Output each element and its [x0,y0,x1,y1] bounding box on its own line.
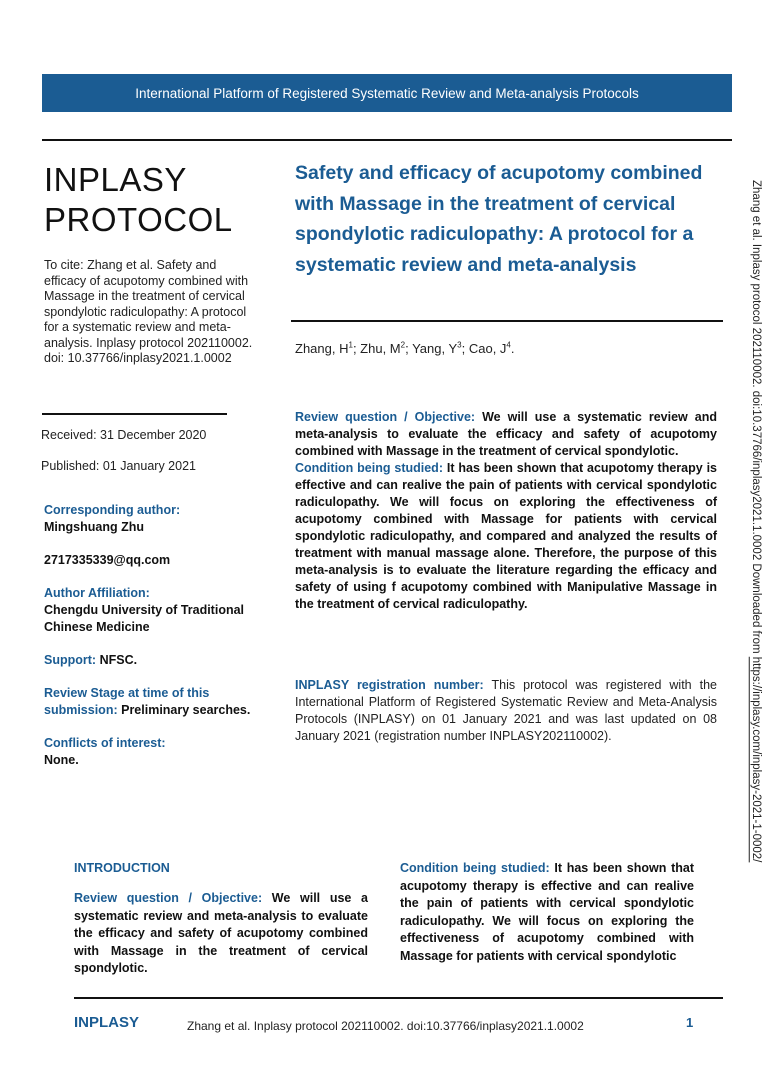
author [469,341,515,356]
registration-info [295,677,717,745]
author-separator: . [510,341,515,357]
author-name: Zhu, M [360,341,401,357]
published-date: Published: 01 January 2021 [41,459,196,473]
abstract-condition [295,460,717,613]
intro-review-text: We will use a systematic review and meta-analysis to evaluate the efficacy and safety of acupotomy combined with Massage in the treatment of cervical spondylotic. [74,891,368,975]
author-name: Yang, Y [412,341,458,357]
top-divider [42,139,732,141]
review-question-label: Review question / Objective: [295,410,476,424]
corresponding-author-name: Mingshuang Zhu [44,520,144,534]
protocol-header [44,160,233,240]
condition-label: Condition being studied: [295,461,443,475]
corresponding-author-label: Corresponding author: [44,503,181,517]
download-link[interactable]: https://inplasy.com/inplasy-2021-1-0002/ [750,656,762,863]
intro-condition-label: Condition being studied: [400,861,550,875]
author-separator: ; [405,341,413,357]
citation: To cite: Zhang et al. Safety and efficacy of acupotomy combined with Massage in the treatment of cervical spondylotic radiculopathy: A protocol for a systematic review and meta-analysis. Inplasy protocol 202110002. doi: 10.37766/inplasy2021.1.0002 [44,258,253,365]
author-name: Cao, J [468,341,507,357]
abstract [295,409,717,613]
introduction-column-1 [74,890,368,978]
review-stage-value: Preliminary searches. [121,703,251,717]
platform-banner: International Platform of Registered Systematic Review and Meta-analysis Protocols [42,74,732,112]
dates [41,428,206,490]
registration-text: This protocol was registered with the International Platform of Registered Systematic Review and Meta-Analysis Protocols (INPLASY) on 01 January 2021 and was last updated on 08 January 2021 (registration number INPLASY202110002). [295,678,717,743]
author-affiliation-number: 3 [457,341,462,350]
author-affiliation-number: 4 [506,341,511,350]
author-email[interactable]: 2717335339@qq.com [44,553,171,567]
author-name: Zhang, H [295,341,349,357]
author [360,341,412,356]
author-separator: ; [352,341,361,357]
affiliation-value: Chengdu University of Traditional Chinese Medicine [44,603,245,634]
author [295,341,360,356]
protocol-header-line1: INPLASY [44,161,187,198]
introduction-column-2 [400,860,694,965]
author-affiliation-number: 1 [348,341,353,350]
affiliation-label: Author Affiliation: [44,586,150,600]
metadata-panel [44,502,259,785]
review-stage-block [44,685,259,719]
protocol-header-line2: PROTOCOL [44,201,233,238]
review-stage-label: Review Stage at time of this submission: [44,686,210,717]
author [412,341,469,356]
abstract-review-question [295,409,717,460]
author-affiliation-number: 2 [400,341,406,350]
page-number: 1 [686,1015,694,1030]
footer-divider [74,997,723,999]
condition-text: It has been shown that acupotomy therapy is effective and can realive the pain of patients with cervical spondylotic radiculopathy. We will focus on exploring the effectiveness of acupotomy combined with Massage for patients with cervical spondylotic radiculopathy, and compared and analyzed the results of treatment with manual massage alone. Therefore, the purpose of this meta-analysis is to evaluate the literature regarding the efficacy and safety of using f acupotomy combined with Manipulative Massage in the treatment of cervical radiculopathy. [295,461,717,611]
footer-citation: Zhang et al. Inplasy protocol 202110002. doi:10.37766/inplasy2021.1.0002 [187,1019,584,1033]
review-question-text: We will use a systematic review and meta-analysis to evaluate the efficacy and safety of acupotomy combined with Massage in the treatment of cervical spondylotic. [295,410,717,458]
side-download-text: Zhang et al. Inplasy protocol 202110002. doi:10.37766/inplasy2021.1.0002 Downloaded from [750,180,762,657]
intro-condition-text: It has been shown that acupotomy therapy is effective and can realive the pain of patients with cervical spondylotic radiculopathy. We will focus on exploring the effectiveness of acupotomy combined with Massage for patients with cervical spondylotic [400,861,694,963]
conflicts-value: None. [44,753,79,767]
support-block [44,652,259,669]
affiliation-block [44,585,259,636]
corresponding-author-block [44,502,259,536]
side-download-note [742,180,762,980]
conflicts-block [44,735,259,769]
title-divider [291,320,723,322]
received-date: Received: 31 December 2020 [41,428,207,442]
registration-label: INPLASY registration number: [295,678,484,692]
support-label: Support: [44,653,97,667]
paper-title: Safety and efficacy of acupotomy combined with Massage in the treatment of cervical spondylotic radiculopathy: A protocol for a systematic review and meta-analysis [295,162,703,276]
conflicts-label: Conflicts of interest: [44,736,166,750]
left-divider [42,413,227,415]
footer-brand: INPLASY [74,1014,140,1031]
introduction-heading: INTRODUCTION [74,861,170,875]
author-separator: ; [461,341,469,357]
intro-review-label: Review question / Objective: [74,891,263,905]
support-value: NFSC. [99,653,138,667]
author-list [295,341,515,356]
